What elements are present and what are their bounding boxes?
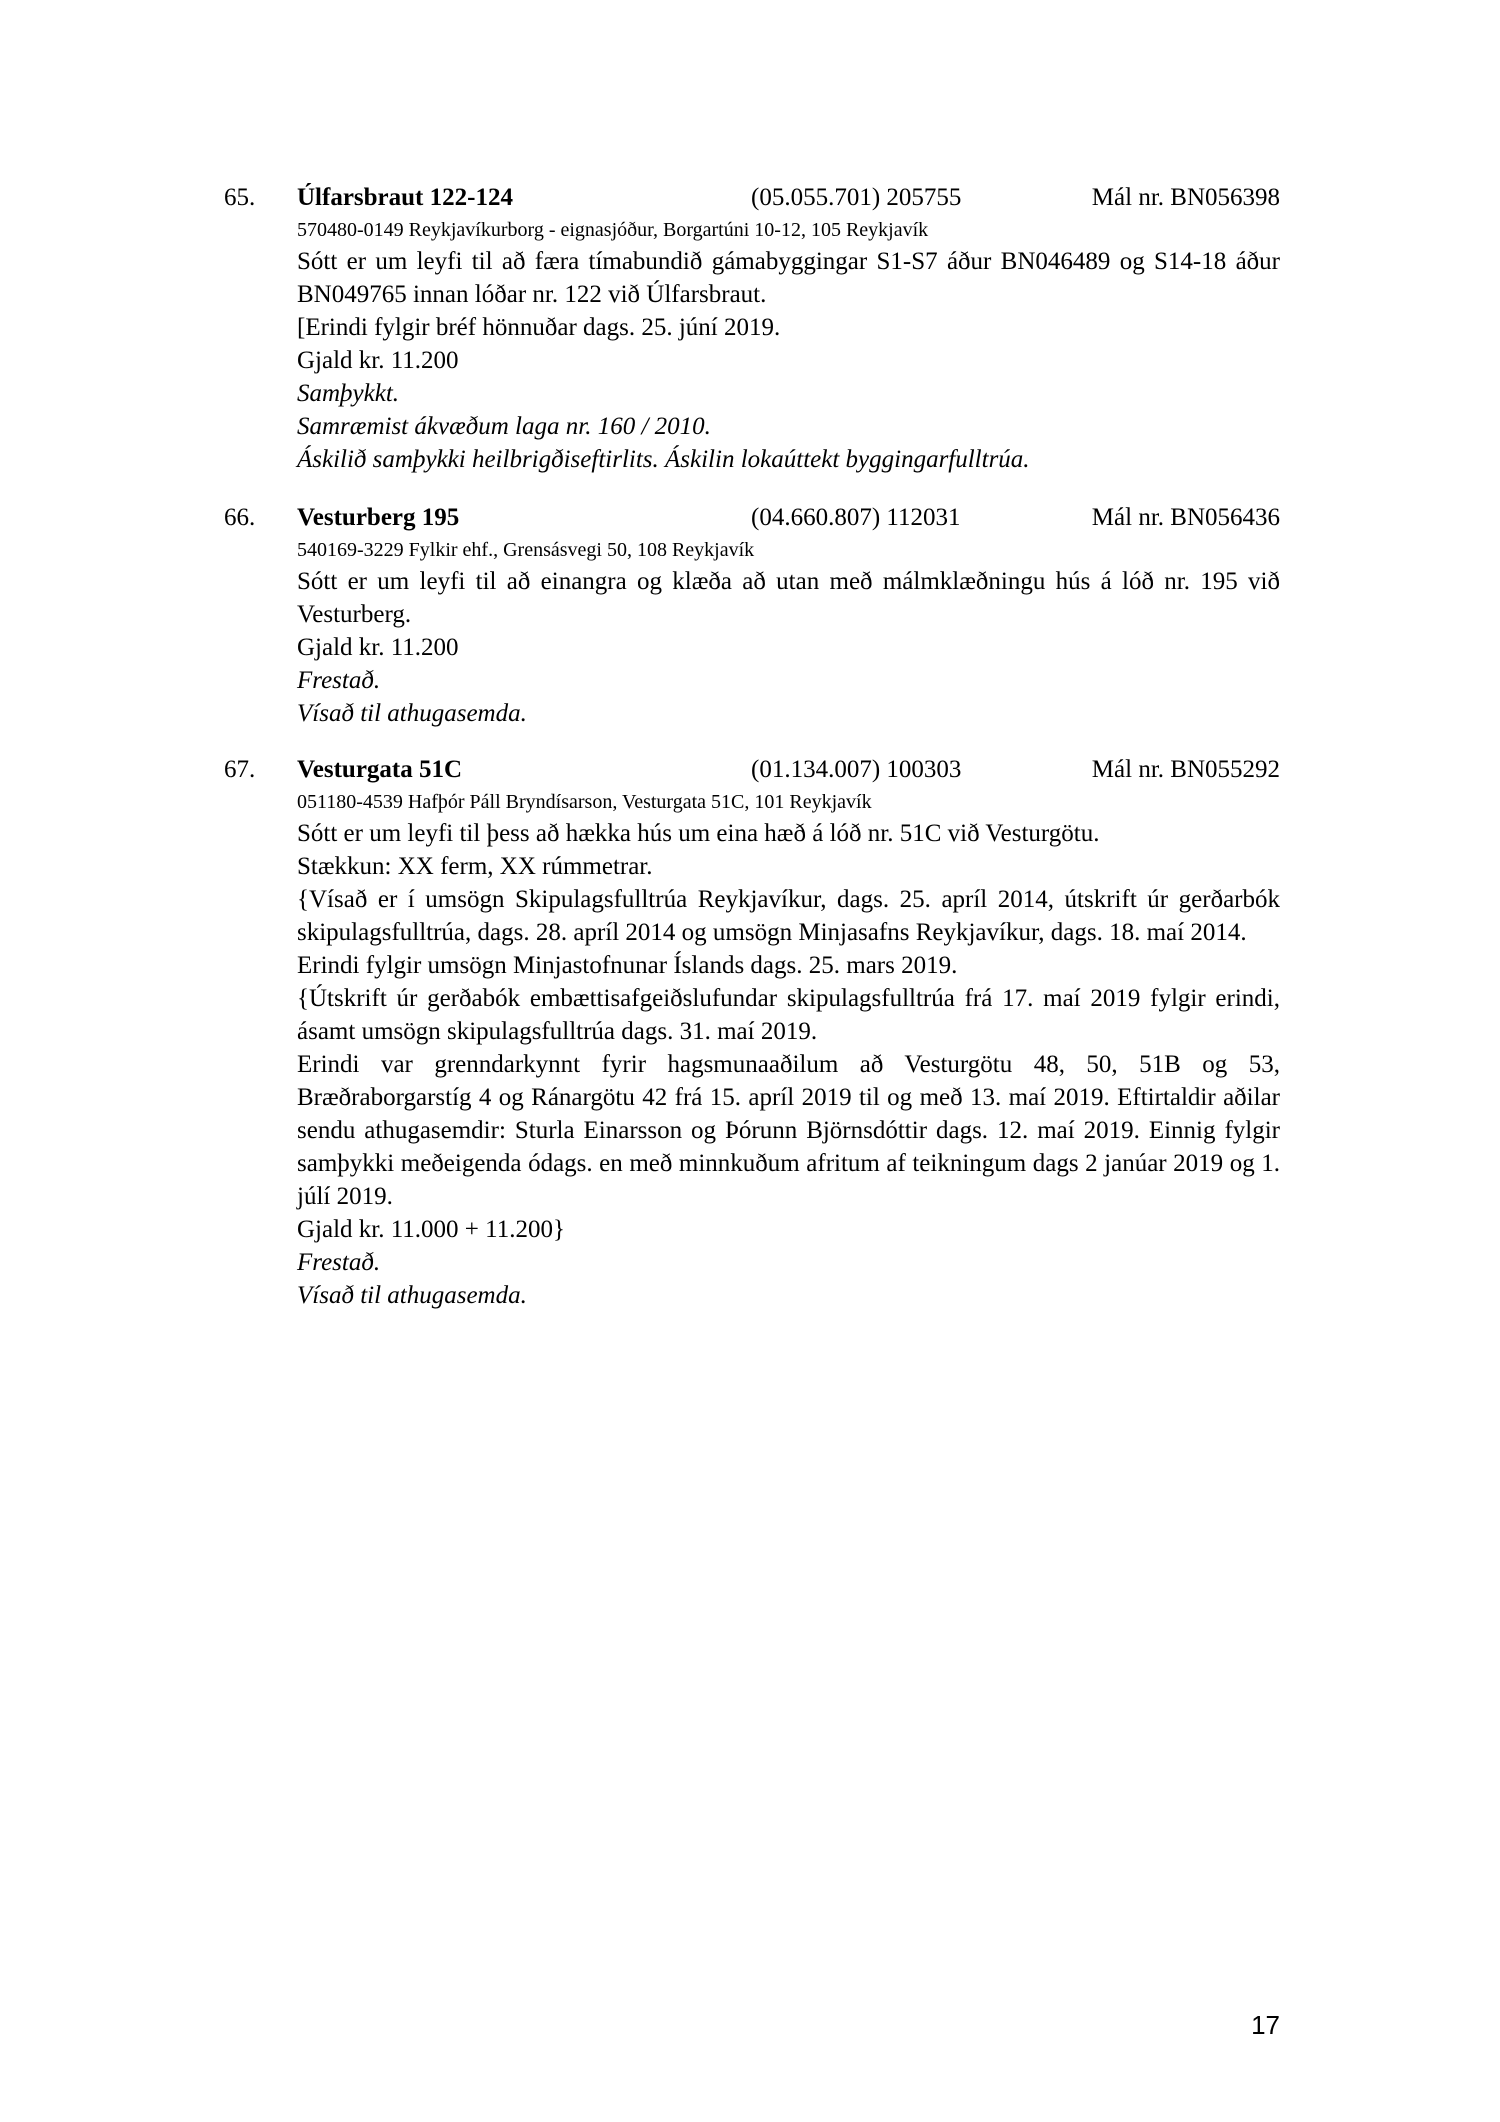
- entry-body: [297, 565, 1280, 730]
- fee-line: Gjald kr. 11.000 + 11.200}: [297, 1216, 565, 1243]
- description-paragraph: Sótt er um leyfi til að einangra og klæða að utan með málmklæðningu hús á lóð nr. 195 við Vesturberg.: [297, 568, 1280, 628]
- description-paragraph: {Vísað er í umsögn Skipulagsfulltrúa Reykjavíkur, dags. 25. apríl 2014, útskrift úr gerðarbók skipulagsfulltrúa, dags. 28. apríl 2014 og umsögn Minjasafns Reykjavíkur, dags. 18. maí 2014.: [297, 886, 1280, 946]
- applicant-line: 540169-3229 Fylkir ehf., Grensásvegi 50, 108 Reykjavík: [297, 539, 755, 561]
- property-address: Vesturgata 51C: [297, 756, 463, 783]
- property-address: Vesturberg 195: [297, 504, 460, 531]
- entry-body: [297, 817, 1280, 1312]
- case-number: Mál nr. BN056436: [1091, 504, 1280, 531]
- entry-body: [297, 245, 1280, 476]
- decision-line: Frestað.: [297, 1249, 381, 1276]
- applicant-line: 051180-4539 Hafþór Páll Bryndísarson, Vesturgata 51C, 101 Reykjavík: [297, 791, 872, 813]
- fee-line: Gjald kr. 11.200: [297, 634, 459, 661]
- entry-number: 66.: [224, 504, 256, 531]
- case-number: Mál nr. BN055292: [1091, 756, 1280, 783]
- entry-number: 65.: [224, 184, 256, 211]
- description-paragraph: [Erindi fylgir bréf hönnuðar dags. 25. júní 2019.: [297, 314, 781, 341]
- entry-number: 67.: [224, 756, 256, 783]
- land-id: (05.055.701) 205755: [751, 184, 962, 211]
- land-id: (01.134.007) 100303: [751, 756, 962, 783]
- entry-header: [297, 181, 1280, 214]
- land-id: (04.660.807) 112031: [751, 504, 961, 531]
- decision-line: Vísað til athugasemda.: [297, 1282, 527, 1309]
- decision-line: Samræmist ákvæðum laga nr. 160 / 2010.: [297, 413, 711, 440]
- entry-header: [297, 501, 1280, 534]
- page-number: 17: [1251, 2010, 1280, 2040]
- applicant-line: 570480-0149 Reykjavíkurborg - eignasjóður, Borgartúni 10-12, 105 Reykjavík: [297, 219, 929, 241]
- decision-line: Vísað til athugasemda.: [297, 700, 527, 727]
- description-paragraph: Erindi fylgir umsögn Minjastofnunar Íslands dags. 25. mars 2019.: [297, 952, 958, 979]
- property-address: Úlfarsbraut 122-124: [297, 184, 513, 211]
- description-paragraph: Sótt er um leyfi til þess að hækka hús um eina hæð á lóð nr. 51C við Vesturgötu.: [297, 820, 1100, 847]
- case-number: Mál nr. BN056398: [1091, 184, 1280, 211]
- description-paragraph: Sótt er um leyfi til að færa tímabundið gámabyggingar S1-S7 áður BN046489 og S14-18 áður BN049765 innan lóðar nr. 122 við Úlfarsbraut.: [297, 248, 1280, 308]
- decision-line: Frestað.: [297, 667, 381, 694]
- description-paragraph: Stækkun: XX ferm, XX rúmmetrar.: [297, 853, 653, 880]
- decision-line: Áskilið samþykki heilbrigðiseftirlits. Áskilin lokaúttekt byggingarfulltrúa.: [297, 446, 1030, 473]
- decision-line: Samþykkt.: [297, 380, 400, 407]
- fee-line: Gjald kr. 11.200: [297, 347, 459, 374]
- description-paragraph: Erindi var grenndarkynnt fyrir hagsmunaaðilum að Vesturgötu 48, 50, 51B og 53, Bræðraborgarstíg 4 og Ránargötu 42 frá 15. apríl 2019 til og með 13. maí 2019. Eftirtaldir aðilar sendu athugasemdir: Sturla Einarsson og Þórunn Björnsdóttir dags. 12. maí 2019. Einnig fylgir samþykki meðeigenda ódags. en með minnkuðum afritum af teikningum dags 2 janúar 2019 og 1. júlí 2019.: [297, 1051, 1280, 1210]
- entry-header: [297, 753, 1280, 786]
- description-paragraph: {Útskrift úr gerðabók embættisafgeiðslufundar skipulagsfulltrúa frá 17. maí 2019 fylgir erindi, ásamt umsögn skipulagsfulltrúa dags. 31. maí 2019.: [297, 985, 1280, 1045]
